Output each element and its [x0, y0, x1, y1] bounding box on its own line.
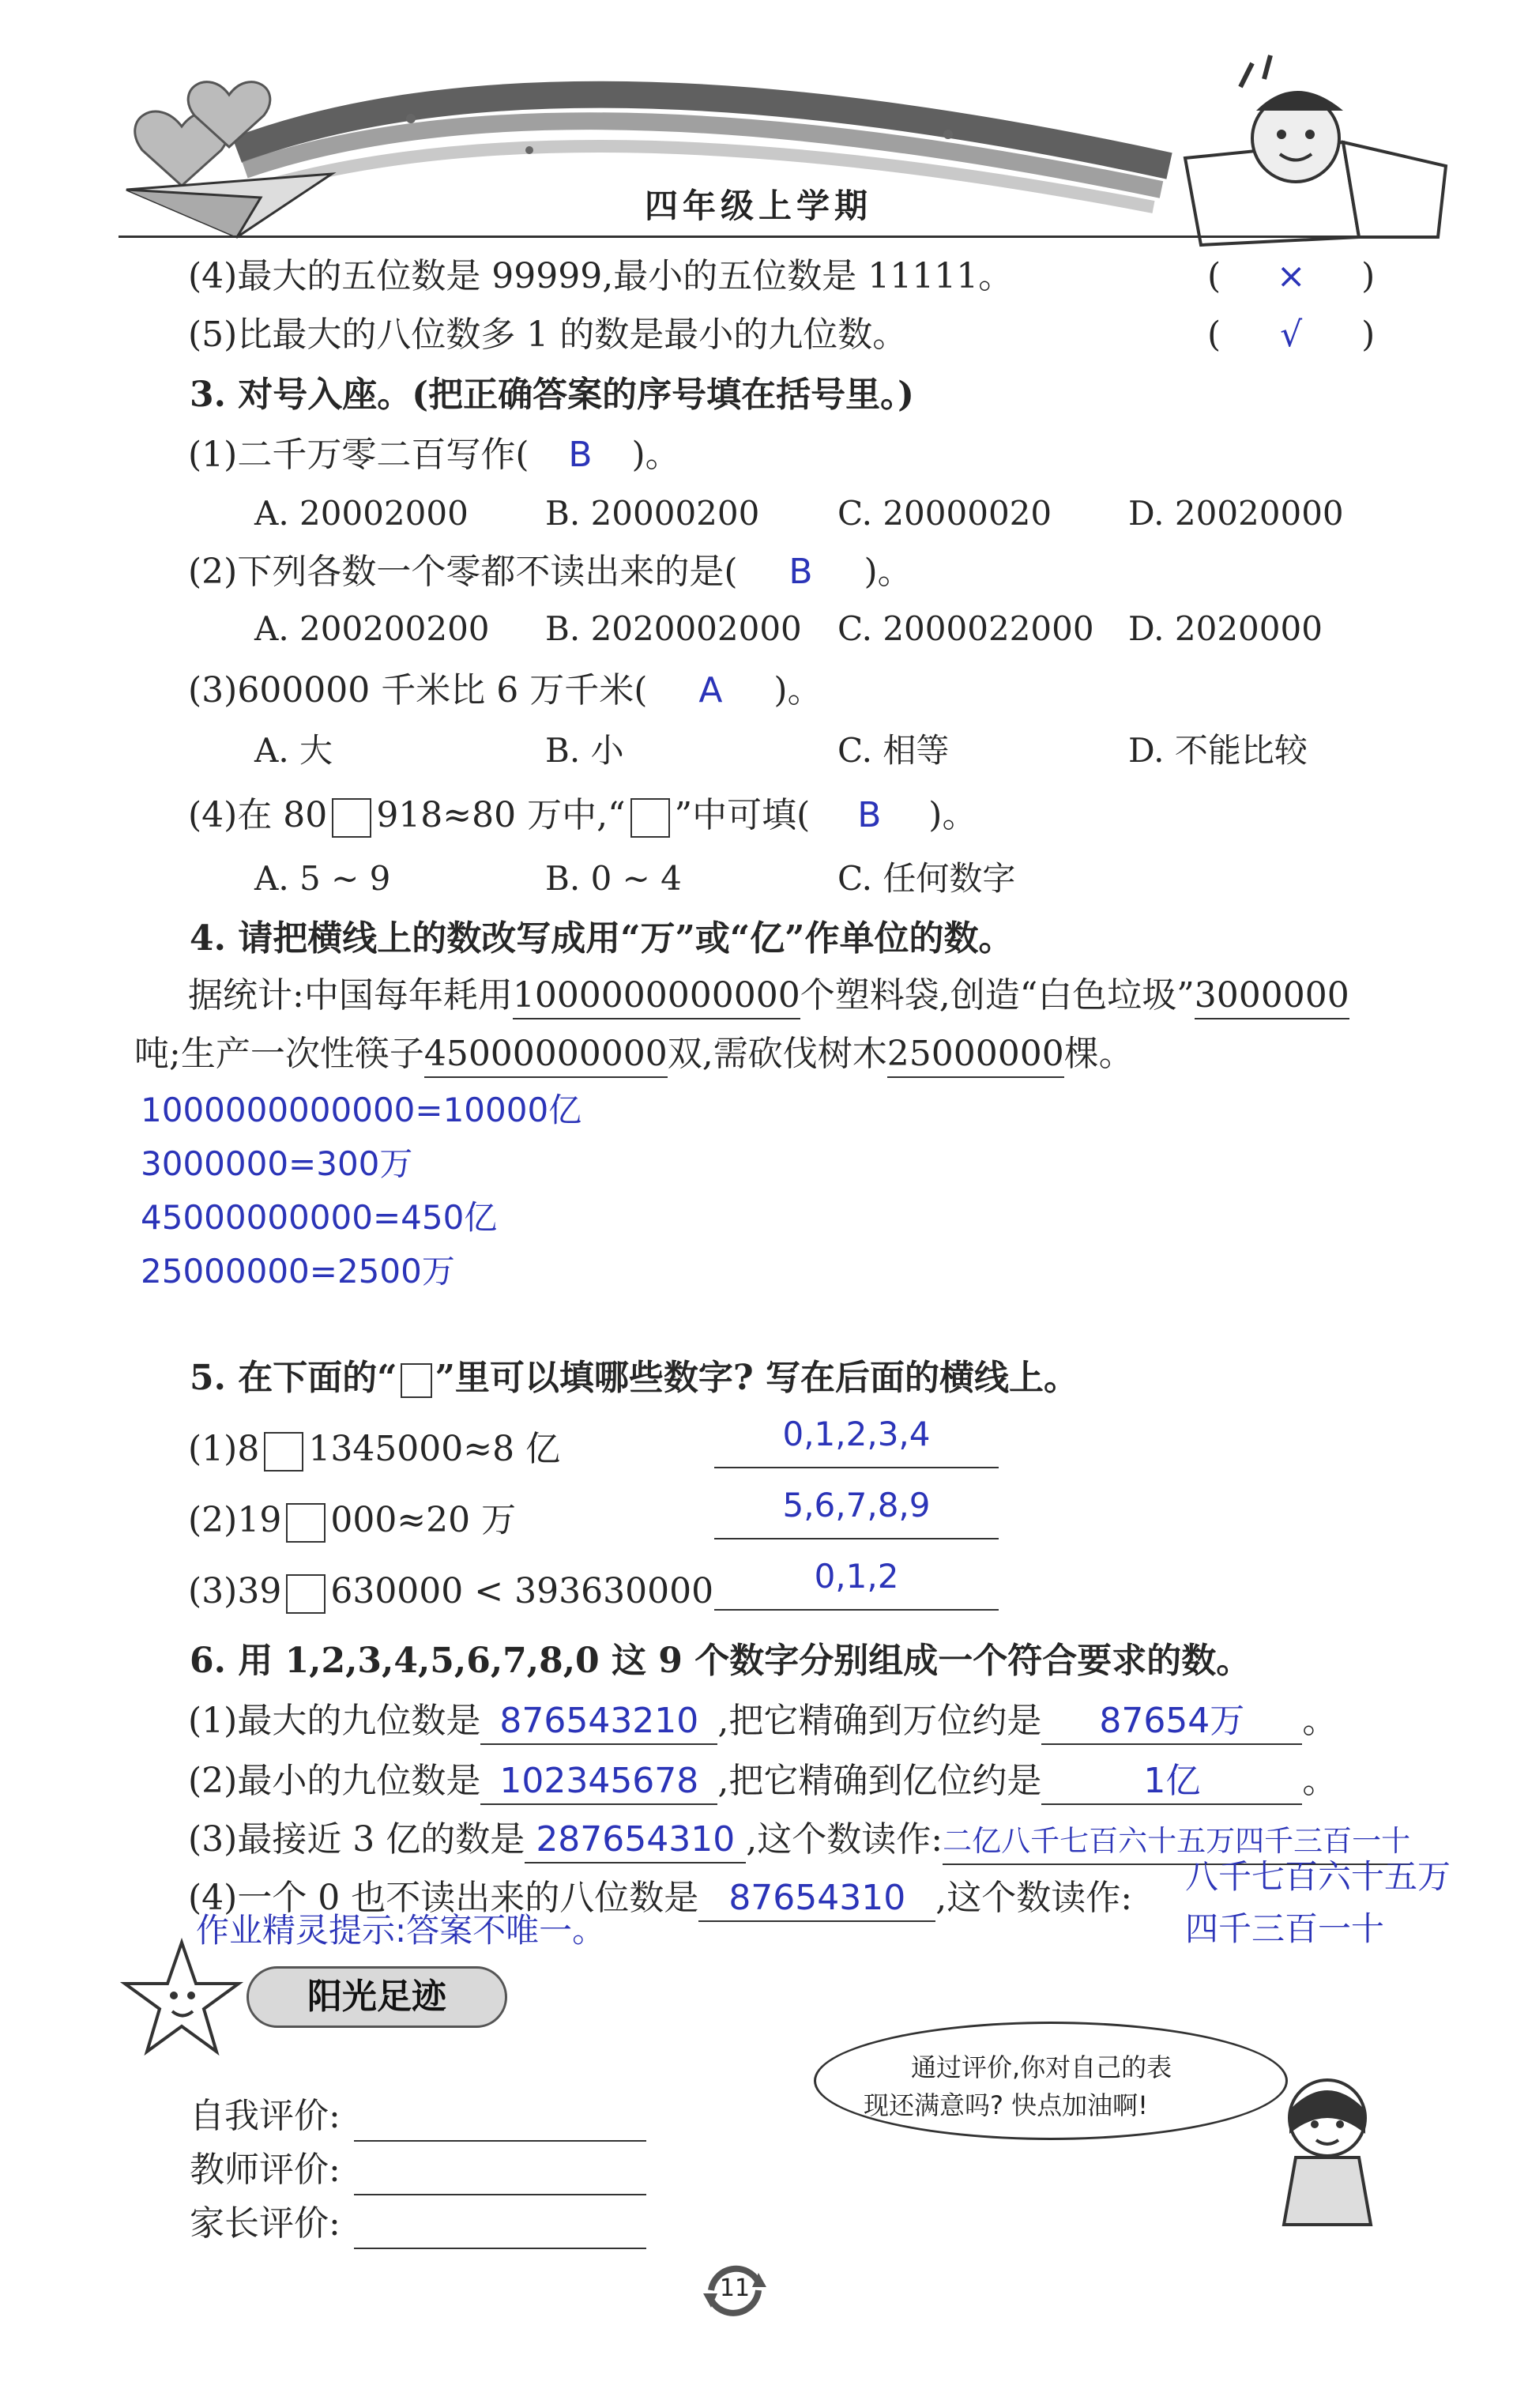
q3-2-option-b: B. 2020002000: [545, 609, 802, 648]
self-eval-label: 自我评价:: [190, 2096, 341, 2136]
q4-line-2: [134, 1032, 1134, 1078]
parent-eval-label: 家长评价:: [190, 2203, 341, 2244]
q6-item-3-stem: (3)最接近 3 亿的数是: [188, 1819, 525, 1860]
q6-title: 6. 用 1,2,3,4,5,6,7,8,0 这 9 个数字分别组成一个符合要求的数。: [190, 1641, 1251, 1681]
reading-girl-icon: [1185, 55, 1446, 245]
q6-item-4-stem: (4)一个 0 也不读出来的八位数是: [188, 1878, 699, 1918]
digit-box: [264, 1432, 303, 1472]
q5-item-3: [188, 1570, 713, 1614]
q4-answer-1: 1000000000000=10000亿: [141, 1091, 582, 1129]
paren-open: (: [1207, 315, 1221, 355]
digit-box: [630, 798, 670, 838]
q4-answer-4: 25000000=2500万: [141, 1252, 455, 1291]
header-rule: [119, 236, 1398, 238]
q3-item-3-end: )。: [773, 670, 822, 710]
q2-item-4-answer: ×: [1276, 256, 1306, 296]
q6-item-3-mid: ,这个数读作:: [746, 1819, 943, 1860]
q4-text: 吨;生产一次性筷子: [134, 1034, 424, 1074]
q6-item-1-mid: ,把它精确到万位约是: [717, 1701, 1042, 1741]
q3-item-2-answer: B: [788, 552, 813, 592]
speech-bubble-line-2: 现还满意吗? 快点加油啊!: [864, 2090, 1148, 2120]
self-eval-input[interactable]: [354, 2096, 646, 2142]
q6-item-2: [188, 1759, 1337, 1805]
parent-eval-input[interactable]: [354, 2203, 646, 2249]
q3-3-option-a: A. 大: [254, 731, 333, 770]
q6-item-1: [188, 1699, 1337, 1745]
q6-item-1-stem: (1)最大的九位数是: [188, 1701, 481, 1741]
q3-item-1-answer: B: [568, 435, 593, 475]
q4-text: 棵。: [1063, 1034, 1134, 1074]
paren-close: ): [1361, 315, 1376, 355]
digit-box: [286, 1503, 326, 1543]
q3-1-option-c: C. 20000020: [837, 494, 1052, 533]
q6-item-2-mid: ,把它精确到亿位约是: [717, 1761, 1042, 1801]
q2-item-4-text: (4)最大的五位数是 99999,最小的五位数是 11111。: [188, 256, 1014, 296]
q5-item-3-pre: (3)39: [188, 1571, 282, 1611]
q3-4-option-b: B. 0 ~ 4: [545, 859, 682, 898]
q5-answer-3: 0,1,2: [814, 1557, 899, 1596]
q3-item-2-stem: (2)下列各数一个零都不读出来的是(: [188, 552, 738, 592]
q3-item-3-answer: A: [698, 670, 723, 710]
q2-item-4-paren: [1207, 254, 1375, 299]
digit-box: [332, 798, 371, 838]
q5-answer-1: 0,1,2,3,4: [782, 1415, 931, 1453]
teacher-eval-label: 教师评价:: [190, 2150, 341, 2190]
q3-item-4-mid: 918≈80 万中,“: [376, 795, 626, 835]
header-banner: [0, 0, 1513, 253]
q4-line-1: [188, 974, 1349, 1019]
q2-item-5-text: (5)比最大的八位数多 1 的数是最小的九位数。: [188, 315, 908, 355]
q3-item-1-end: )。: [631, 435, 680, 475]
q6-item-2-end: 。: [1302, 1761, 1338, 1801]
q3-item-4-answer: B: [857, 795, 882, 835]
q4-title: 4. 请把横线上的数改写成用“万”或“亿”作单位的数。: [190, 918, 1014, 959]
q3-item-3: [188, 669, 822, 713]
paren-open: (: [1207, 256, 1221, 296]
q3-item-3-stem: (3)600000 千米比 6 万千米(: [188, 670, 648, 710]
q6-item-2-stem: (2)最小的九位数是: [188, 1761, 481, 1801]
q2-item-4: [188, 254, 1013, 299]
speech-bubble: [814, 2022, 1288, 2140]
girl-mascot-icon: [1264, 2071, 1391, 2229]
q3-item-4: [188, 793, 977, 838]
q3-4-option-c: C. 任何数字: [837, 859, 1016, 898]
q3-item-4-end: )。: [928, 795, 977, 835]
q4-number-3: 45000000000: [424, 1032, 668, 1078]
q5-item-2-post: 000≈20 万: [330, 1500, 517, 1540]
q3-2-option-d: D. 2020000: [1128, 609, 1323, 648]
q6-item-4-reading-1: 八千七百六十五万: [1185, 1857, 1451, 1896]
q6-item-1-answer-2: 87654万: [1041, 1699, 1302, 1745]
q6-item-2-answer-2: 1亿: [1041, 1759, 1302, 1805]
q4-text: 双,需砍伐树木: [667, 1034, 887, 1074]
q6-item-3-answer-1: 287654310: [525, 1818, 746, 1863]
q5-item-1-post: 1345000≈8 亿: [308, 1429, 561, 1469]
q3-1-option-a: A. 20002000: [254, 494, 469, 533]
q6-hint: 作业精灵提示:答案不唯一。: [196, 1911, 606, 1950]
q6-item-1-answer-1: 876543210: [480, 1699, 717, 1745]
page-number: 11: [719, 2274, 751, 2302]
q3-3-option-d: D. 不能比较: [1128, 731, 1308, 770]
star-mascot-icon: [119, 1936, 245, 2063]
q3-4-option-a: A. 5 ~ 9: [254, 859, 391, 898]
q3-1-option-b: B. 20000200: [545, 494, 760, 533]
digit-box: [286, 1574, 326, 1614]
teacher-eval-input[interactable]: [354, 2150, 646, 2195]
q4-text: 个塑料袋,创造“白色垃圾”: [800, 975, 1195, 1016]
q3-2-option-a: A. 200200200: [254, 609, 490, 648]
speech-bubble-line-1: 通过评价,你对自己的表: [911, 2052, 1172, 2082]
q5-title: [190, 1356, 1078, 1400]
page-number-badge: [695, 2251, 774, 2330]
section-title-badge: [247, 1966, 507, 2028]
q3-3-option-c: C. 相等: [837, 731, 950, 770]
q5-title-end: ”里可以填哪些数字? 写在后面的横线上。: [435, 1358, 1078, 1398]
q3-1-option-d: D. 20020000: [1128, 494, 1344, 533]
q4-number-2: 3000000: [1195, 974, 1349, 1019]
q5-item-1: [188, 1427, 560, 1472]
q3-2-option-c: C. 2000022000: [837, 609, 1094, 648]
q3-3-option-b: B. 小: [545, 731, 624, 770]
q5-item-3-post: 630000 < 393630000: [330, 1571, 714, 1611]
digit-box: [401, 1363, 432, 1398]
header-title: 四年级上学期: [644, 187, 872, 225]
q3-title: 3. 对号入座。(把正确答案的序号填在括号里。): [190, 375, 914, 415]
q4-answer-3: 45000000000=450亿: [141, 1198, 498, 1237]
section-title: 阳光足迹: [307, 1977, 446, 2017]
q6-item-4-mid: ,这个数读作:: [935, 1878, 1133, 1918]
q4-number-1: 1000000000000: [513, 974, 800, 1019]
q6-item-4-answer-1: 87654310: [698, 1876, 935, 1922]
q3-item-4-stem: (4)在 80: [188, 795, 328, 835]
q2-item-5: [188, 313, 907, 357]
q6-item-3-answer-2: 二亿八千七百六十五万四千三百一十: [943, 1819, 1410, 1865]
paper-plane-icon: [126, 174, 332, 237]
q6-item-2-answer-1: 102345678: [480, 1759, 717, 1805]
q5-answer-2: 5,6,7,8,9: [782, 1486, 931, 1524]
q5-item-2: [188, 1498, 516, 1543]
q3-item-2-end: )。: [864, 552, 913, 592]
q2-item-5-answer: √: [1280, 315, 1303, 355]
q3-item-4-mid2: ”中可填(: [674, 795, 811, 835]
q3-item-2: [188, 550, 913, 594]
q6-item-1-end: 。: [1302, 1701, 1338, 1741]
q5-item-2-pre: (2)19: [188, 1500, 282, 1540]
paren-close: ): [1361, 256, 1376, 296]
q5-title-start: 5. 在下面的“: [190, 1358, 397, 1398]
q3-item-1: [188, 433, 680, 477]
q4-text: 据统计:中国每年耗用: [188, 975, 513, 1016]
q5-item-1-pre: (1)8: [188, 1429, 260, 1469]
q6-item-4-reading-2: 四千三百一十: [1185, 1909, 1385, 1948]
q2-item-5-paren: [1207, 313, 1375, 357]
q4-number-4: 25000000: [887, 1032, 1064, 1078]
q3-item-1-stem: (1)二千万零二百写作(: [188, 435, 529, 475]
q4-answer-2: 3000000=300万: [141, 1144, 413, 1183]
